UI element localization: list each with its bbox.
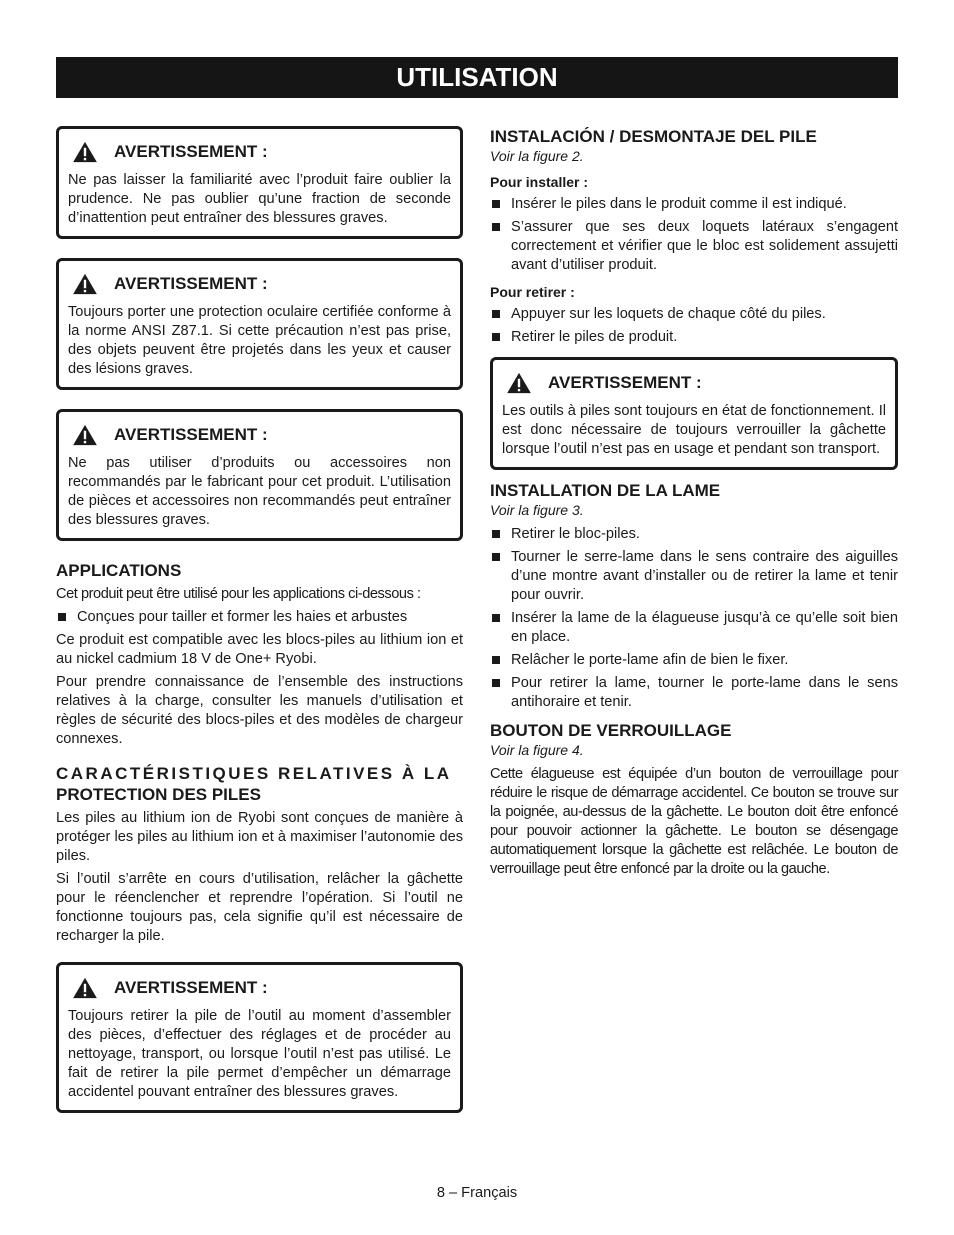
- warning-header: [68, 141, 451, 163]
- blade-install-section: [490, 480, 898, 712]
- warning-triangle-icon: [504, 372, 534, 394]
- warning-triangle-icon: [70, 141, 100, 163]
- page-title: UTILISATION: [396, 62, 558, 92]
- list-item: S’assurer que ses deux loquets latéraux s’engagent correctement et vérifier que le bloc est solidement assujetti avant d’utiliser produit.: [490, 218, 898, 275]
- install-label: Pour installer :: [490, 174, 589, 190]
- lock-button-section: [490, 720, 898, 879]
- figure-reference: Voir la figure 4.: [490, 742, 584, 758]
- list-item: Insérer le piles dans le produit comme il est indiqué.: [490, 195, 898, 214]
- warning-header: [68, 424, 451, 446]
- section-heading: INSTALACIÓN / DESMONTAJE DEL PILE: [490, 127, 817, 146]
- paragraph: Les piles au lithium ion de Ryobi sont conçues de manière à protéger les piles au lithium ion et à maximiser l’autonomie des piles.: [56, 810, 463, 864]
- warning-triangle-icon: [70, 977, 100, 999]
- section-heading: BOUTON DE VERROUILLAGE: [490, 721, 732, 740]
- warning-box-eye-protection: [56, 258, 463, 390]
- figure-reference: Voir la figure 2.: [490, 148, 584, 164]
- protection-section: [56, 763, 463, 946]
- list-item: Relâcher le porte-lame afin de bien le fixer.: [490, 651, 898, 670]
- section-heading-line2: PROTECTION DES PILES: [56, 785, 261, 804]
- warning-header: [68, 273, 451, 295]
- battery-install-section: [490, 126, 898, 347]
- warning-title: AVERTISSEMENT :: [114, 425, 268, 444]
- paragraph: Cet produit peut être utilisé pour les applications ci-dessous :: [56, 586, 421, 602]
- paragraph: Cette élagueuse est équipée d’un bouton de verrouillage pour réduire le risque de démarrage accidentel. Ce bouton se trouve sur la poignée, au-dessus de la gâchette. Le bouton doit être enfoncé pour pouvoir actionner la gâchette. Le bouton se désengage automatiquement lorsque la gâchette est relâchée. Le bouton de verrouillage peut être enfoncé par la droite ou la gauche.: [490, 766, 898, 877]
- bullet-list: [56, 608, 463, 627]
- warning-header: [68, 977, 451, 999]
- warning-box-remove-battery: [56, 962, 463, 1113]
- bullet-list: [490, 525, 898, 712]
- list-item: Pour retirer la lame, tourner le porte-lame dans le sens antihoraire et tenir.: [490, 674, 898, 712]
- list-item: Tourner le serre-lame dans le sens contraire des aiguilles d’une montre avant d’installer ou de retirer la lame et tenir pour ouvrir.: [490, 548, 898, 605]
- applications-section: [56, 560, 463, 749]
- warning-text: Ne pas laisser la familiarité avec l’produit faire oublier la prudence. Ne pas oublier qu’une fraction de seconde d’inattention peut entraîner des blessures graves.: [68, 172, 451, 226]
- warning-header: [502, 372, 886, 394]
- section-heading: APPLICATIONS: [56, 561, 182, 580]
- list-item: Conçues pour tailler et former les haies et arbustes: [56, 608, 463, 627]
- warning-text: Toujours retirer la pile de l’outil au moment d’assembler des pièces, d’effectuer des réglages et de procéder au nettoyage, transport, ou lorsque l’outil n’est pas utilisé. Le fait de retirer la pile permet d’empêcher un démarrage accidentel pouvant entraîner des blessures graves.: [68, 1008, 451, 1100]
- warning-box-familiarity: [56, 126, 463, 239]
- page-title-banner: [56, 57, 898, 98]
- warning-box-lock-trigger: [490, 357, 898, 470]
- list-item: Retirer le piles de produit.: [490, 328, 898, 347]
- warning-triangle-icon: [70, 424, 100, 446]
- warning-title: AVERTISSEMENT :: [114, 142, 268, 161]
- warning-title: AVERTISSEMENT :: [114, 274, 268, 293]
- bullet-list: [490, 305, 898, 347]
- paragraph: Pour prendre connaissance de l’ensemble des instructions relatives à la charge, consulter les manuels d’utilisation et règles de sécurité des blocs-piles et des modèles de chargeur connexes.: [56, 674, 463, 747]
- warning-box-accessories: [56, 409, 463, 541]
- list-item: Retirer le bloc-piles.: [490, 525, 898, 544]
- warning-title: AVERTISSEMENT :: [114, 978, 268, 997]
- bullet-list: [490, 195, 898, 275]
- figure-reference: Voir la figure 3.: [490, 502, 584, 518]
- remove-label: Pour retirer :: [490, 284, 575, 300]
- warning-text: Les outils à piles sont toujours en état de fonctionnement. Il est donc nécessaire de toujours verrouiller la gâchette lorsque l’outil n’est pas en usage et pendant son transport.: [502, 403, 886, 457]
- section-heading-line1: CARACTÉRISTIQUES RELATIVES À LA: [56, 764, 452, 783]
- section-heading: INSTALLATION DE LA LAME: [490, 481, 721, 500]
- warning-title: AVERTISSEMENT :: [548, 373, 702, 392]
- warning-triangle-icon: [70, 273, 100, 295]
- left-column: [56, 126, 463, 1132]
- warning-text: Toujours porter une protection oculaire certifiée conforme à la norme ANSI Z87.1. Si cette précaution n’est pas prise, des objets peuvent être projetés dans les yeux et causer des lésions graves.: [68, 304, 451, 377]
- paragraph: Ce produit est compatible avec les blocs-piles au lithium ion et au nickel cadmium 18 V de One+ Ryobi.: [56, 632, 463, 667]
- list-item: Appuyer sur les loquets de chaque côté du piles.: [490, 305, 898, 324]
- page-footer: [0, 1185, 954, 1201]
- right-column: [490, 126, 898, 883]
- list-item: Insérer la lame de la élagueuse jusqu’à ce qu’elle soit bien en place.: [490, 609, 898, 647]
- warning-text: Ne pas utiliser d’produits ou accessoires non recommandés par le fabricant pour cet produit. L’utilisation de pièces et accessoires non recommandés peut entraîner des blessures graves.: [68, 455, 451, 528]
- paragraph: Si l’outil s’arrête en cours d’utilisation, relâcher la gâchette pour le réenclencher et reprendre l’opération. Si l’outil ne fonctionne toujours pas, cela signifie qu’il est nécessaire de recharger la pile.: [56, 871, 463, 944]
- page-number: 8 – Français: [436, 1185, 518, 1201]
